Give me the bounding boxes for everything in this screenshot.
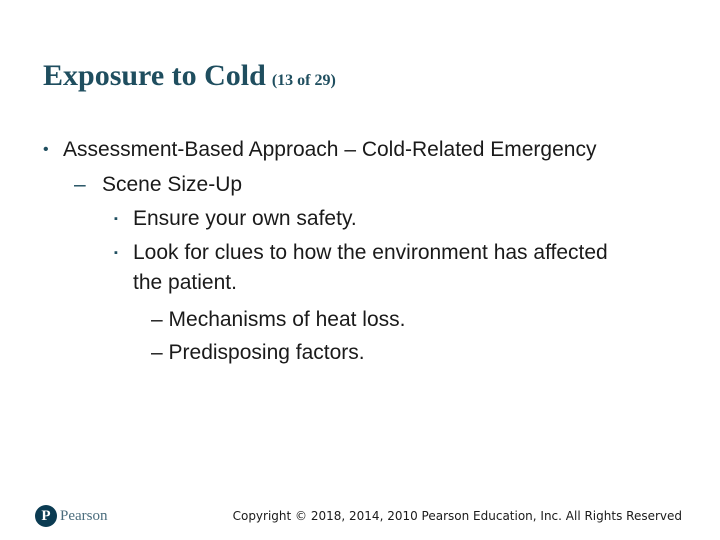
- pearson-logo-icon: P: [35, 505, 57, 527]
- bullet-level3-item: [114, 240, 608, 266]
- bullet-text: Ensure your own safety.: [133, 207, 357, 230]
- bullet-text: Assessment-Based Approach – Cold-Related Emergency: [63, 138, 597, 161]
- dash-marker: –: [74, 173, 86, 196]
- bullet-text: Look for clues to how the environment has affected: [133, 241, 608, 264]
- bullet-level3-item: [114, 206, 357, 232]
- bullet-level2: [74, 172, 243, 198]
- dash-marker: –: [151, 308, 163, 331]
- copyright-notice: Copyright © 2018, 2014, 2010 Pearson Education, Inc. All Rights Reserved: [232, 509, 682, 523]
- bullet-level4-item: [151, 307, 405, 333]
- bullet-text: Scene Size-Up: [102, 173, 243, 196]
- slide-title: [43, 56, 336, 101]
- bullet-level1: [43, 137, 597, 163]
- title-text: Exposure to Cold: [43, 59, 266, 92]
- pearson-logo: [35, 505, 108, 527]
- bullet-level4-item: [151, 340, 365, 366]
- bullet-marker: •: [43, 141, 49, 158]
- title-count: (13 of 29): [271, 72, 336, 89]
- bullet-text: Mechanisms of heat loss.: [168, 308, 406, 331]
- square-marker: ▪: [114, 247, 118, 259]
- pearson-logo-word: Pearson: [60, 507, 108, 524]
- bullet-text: Predisposing factors.: [168, 341, 365, 364]
- bullet-continuation: the patient.: [133, 271, 237, 294]
- square-marker: ▪: [114, 213, 118, 225]
- dash-marker: –: [151, 341, 163, 364]
